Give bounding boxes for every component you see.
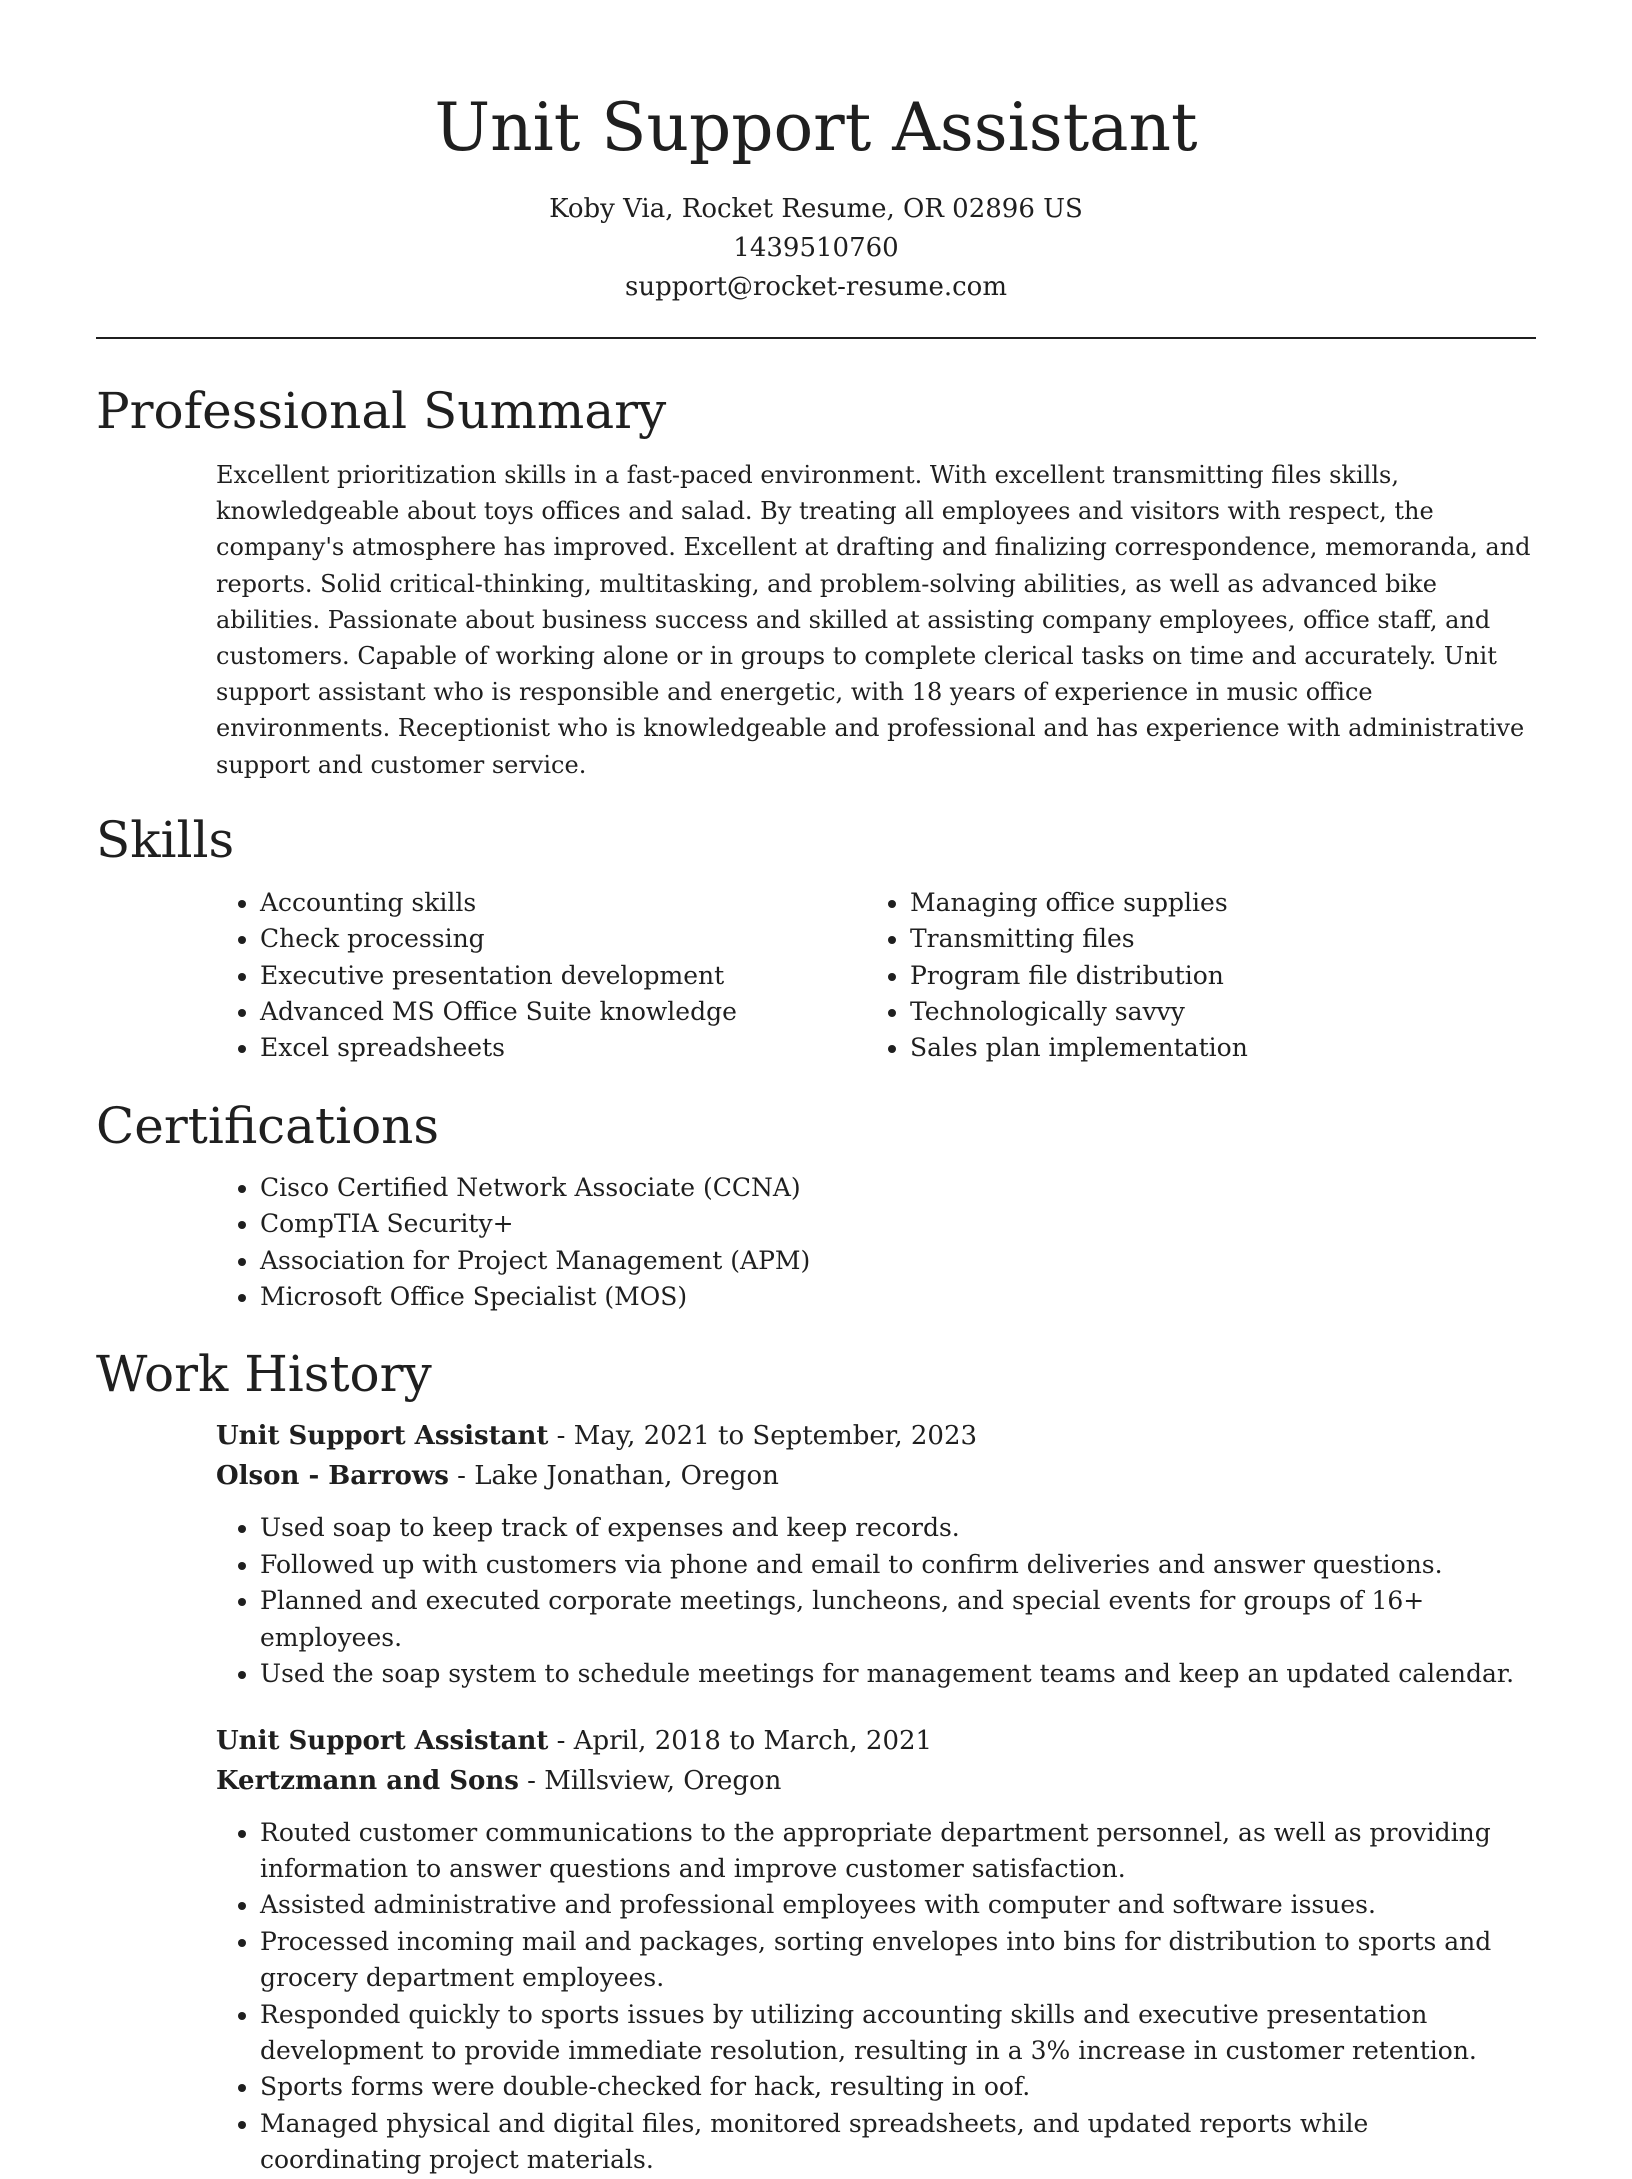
skills-col-left bbox=[216, 885, 866, 1067]
resume-page bbox=[96, 0, 1536, 2179]
job-bullet: • Sports forms were double-checked for hack, resulting in oof. bbox=[260, 2069, 1536, 2105]
job-entry bbox=[96, 1416, 1536, 1692]
summary-heading: Professional Summary bbox=[96, 382, 667, 440]
job-bullet: • Used soap to keep track of expenses and keep records. bbox=[260, 1510, 1536, 1546]
skill-item: • Excel spreadsheets bbox=[260, 1030, 866, 1066]
skill-item: • Transmitting files bbox=[910, 921, 1516, 957]
certification-item: • Association for Project Management (APM) bbox=[260, 1243, 1536, 1279]
header-divider bbox=[96, 337, 1536, 339]
contact-block bbox=[96, 190, 1536, 307]
certification-item: • CompTIA Security+ bbox=[260, 1206, 1536, 1242]
contact-phone: 1439510760 bbox=[733, 233, 899, 263]
job-bullet: • Planned and executed corporate meetings, luncheons, and special events for groups of 16+ employees. bbox=[260, 1583, 1536, 1656]
job-role: Unit Support Assistant bbox=[216, 1421, 549, 1452]
certifications-section bbox=[96, 1094, 1536, 1316]
work-heading: Work History bbox=[96, 1345, 432, 1404]
job-bullet: • Processed incoming mail and packages, sorting envelopes into bins for distribution to sports and grocery department employees. bbox=[260, 1924, 1536, 1997]
skills-heading: Skills bbox=[96, 810, 235, 869]
job-role: Unit Support Assistant bbox=[216, 1725, 549, 1756]
certification-item: • Microsoft Office Specialist (MOS) bbox=[260, 1279, 1536, 1315]
skill-item: • Check processing bbox=[260, 921, 866, 957]
summary-section bbox=[96, 379, 1536, 783]
job-bullet: • Routed customer communications to the appropriate department personnel, as well as providing information to answer questions and improve customer satisfaction. bbox=[260, 1815, 1536, 1888]
job-title-line bbox=[216, 1721, 1536, 1761]
job-bullet: • Used the soap system to schedule meetings for management teams and keep an updated calendar. bbox=[260, 1656, 1536, 1692]
skill-item: • Executive presentation development bbox=[260, 958, 866, 994]
job-company-line bbox=[216, 1456, 1536, 1496]
work-section bbox=[96, 1342, 1536, 2178]
skill-item: • Sales plan implementation bbox=[910, 1030, 1516, 1066]
job-location: - Millsview, Oregon bbox=[518, 1765, 782, 1796]
skills-section bbox=[96, 808, 1536, 1067]
skill-item: • Accounting skills bbox=[260, 885, 866, 921]
skill-item: • Managing office supplies bbox=[910, 885, 1516, 921]
job-entry bbox=[96, 1721, 1536, 2179]
job-company-line bbox=[216, 1761, 1536, 1801]
job-bullet: • Managed physical and digital files, monitored spreadsheets, and updated reports while coordinating project materials. bbox=[260, 2106, 1536, 2179]
summary-text: Excellent prioritization skills in a fast-paced environment. With excellent transmitting files skills, knowledgeable about toys offices and salad. By treating all employees and visitors with respect, the company's atmosphere has improved. Excellent at drafting and finalizing correspondence, memoranda, and reports. Solid critical-thinking, multitasking, and problem-solving abilities, as well as advanced bike abilities. Passionate about business success and skilled at assisting company employees, office staff, and customers. Capable of working alone or in groups to complete clerical tasks on time and accurately. Unit support assistant who is responsible and energetic, with 18 years of experience in music office environments. Receptionist who is knowledgeable and professional and has experience with administrative support and customer service. bbox=[216, 461, 1531, 779]
skill-item: • Program file distribution bbox=[910, 958, 1516, 994]
skill-item: • Technologically savvy bbox=[910, 994, 1516, 1030]
contact-email: support@rocket-resume.com bbox=[624, 272, 1007, 302]
skills-columns bbox=[96, 885, 1536, 1067]
job-location: - Lake Jonathan, Oregon bbox=[448, 1461, 779, 1492]
skill-item: • Advanced MS Office Suite knowledge bbox=[260, 994, 866, 1030]
job-dates: - May, 2021 to September, 2023 bbox=[548, 1421, 978, 1452]
resume-name: Unit Support Assistant bbox=[434, 89, 1198, 166]
job-bullet: • Followed up with customers via phone and email to confirm deliveries and answer questions. bbox=[260, 1547, 1536, 1583]
job-title-line bbox=[216, 1416, 1536, 1456]
job-bullet: • Assisted administrative and professional employees with computer and software issues. bbox=[260, 1887, 1536, 1923]
job-bullet: • Responded quickly to sports issues by utilizing accounting skills and executive presentation development to provide immediate resolution, resulting in a 3% increase in customer retention. bbox=[260, 1997, 1536, 2070]
skills-col-right bbox=[866, 885, 1516, 1067]
contact-address: Koby Via, Rocket Resume, OR 02896 US bbox=[549, 194, 1083, 224]
certification-item: • Cisco Certified Network Associate (CCNA) bbox=[260, 1170, 1536, 1206]
certifications-heading: Certifications bbox=[96, 1096, 440, 1155]
job-dates: - April, 2018 to March, 2021 bbox=[548, 1725, 933, 1756]
job-company: Kertzmann and Sons bbox=[216, 1765, 519, 1796]
job-company: Olson - Barrows bbox=[216, 1461, 449, 1492]
